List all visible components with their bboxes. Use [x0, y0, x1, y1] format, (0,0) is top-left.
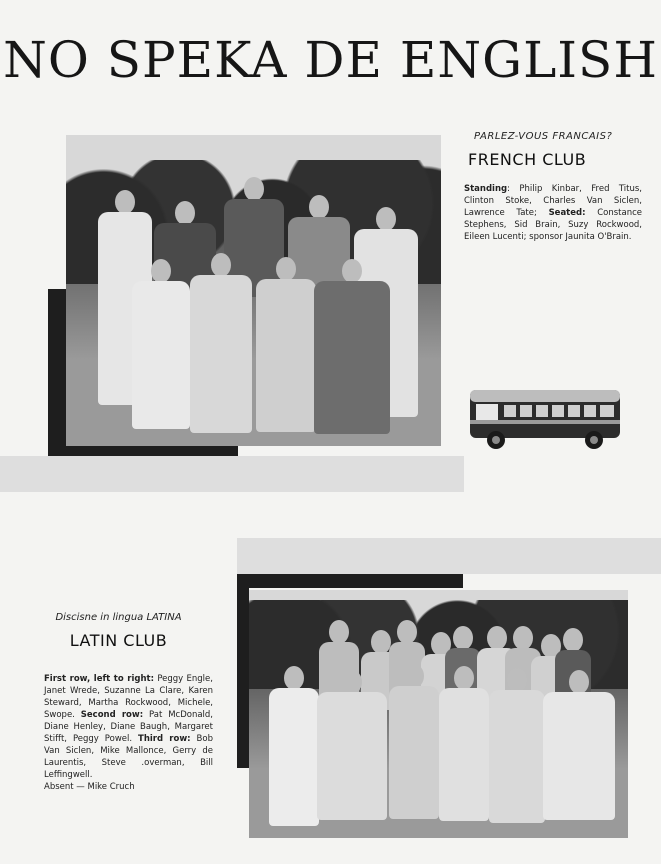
standing-label: Standing	[464, 184, 508, 194]
french-club-heading: FRENCH CLUB	[468, 150, 587, 169]
french-club-photo	[66, 135, 441, 446]
page-title: NO SPEKA DE ENGLISH	[3, 31, 658, 89]
decorative-bar	[48, 289, 66, 456]
decorative-bar	[237, 574, 463, 588]
second-row-names: Pat McDonald, Diane Henley, Diane Baugh, Margaret Stifft, Peggy Powel.	[44, 710, 214, 744]
first-row-label: First row, left to right:	[44, 674, 154, 684]
first-row-names: Peggy Engle, Janet Wrede, Suzanne La Clare, Karen Steward, Martha Rockwood, Michele, Swope.	[44, 674, 213, 720]
absent-note: Absent — Mike Cruch	[44, 782, 135, 792]
decorative-band	[237, 538, 661, 574]
french-club-subtitle: PARLEZ-VOUS FRANCAIS?	[474, 131, 613, 142]
decorative-band	[0, 456, 464, 492]
latin-club-subtitle: Discisne in lingua LATINA	[55, 612, 182, 623]
bus-illustration	[466, 384, 624, 456]
third-row-names: Bob Van Siclen, Mike Mallonce, Gerry de Laurentis, Steve .overman, Bill Leffingwell.	[44, 734, 213, 780]
french-club-caption	[464, 183, 642, 243]
latin-club-photo	[249, 590, 628, 838]
latin-club-heading: LATIN CLUB	[69, 631, 168, 650]
standing-names: : Philip Kinbar, Fred Titus, Clinton Stoke, Charles Van Siclen, Lawrence Tate;	[464, 184, 642, 218]
seated-names: Constance Stephens, Sid Brain, Suzy Rockwood, Eileen Lucenti; sponsor Jaunita O'Brain.	[464, 208, 642, 242]
latin-club-caption	[44, 673, 213, 793]
seated-label: Seated:	[548, 208, 586, 218]
third-row-label: Third row:	[138, 734, 191, 744]
decorative-bar	[237, 574, 249, 768]
second-row-label: Second row:	[80, 710, 144, 720]
